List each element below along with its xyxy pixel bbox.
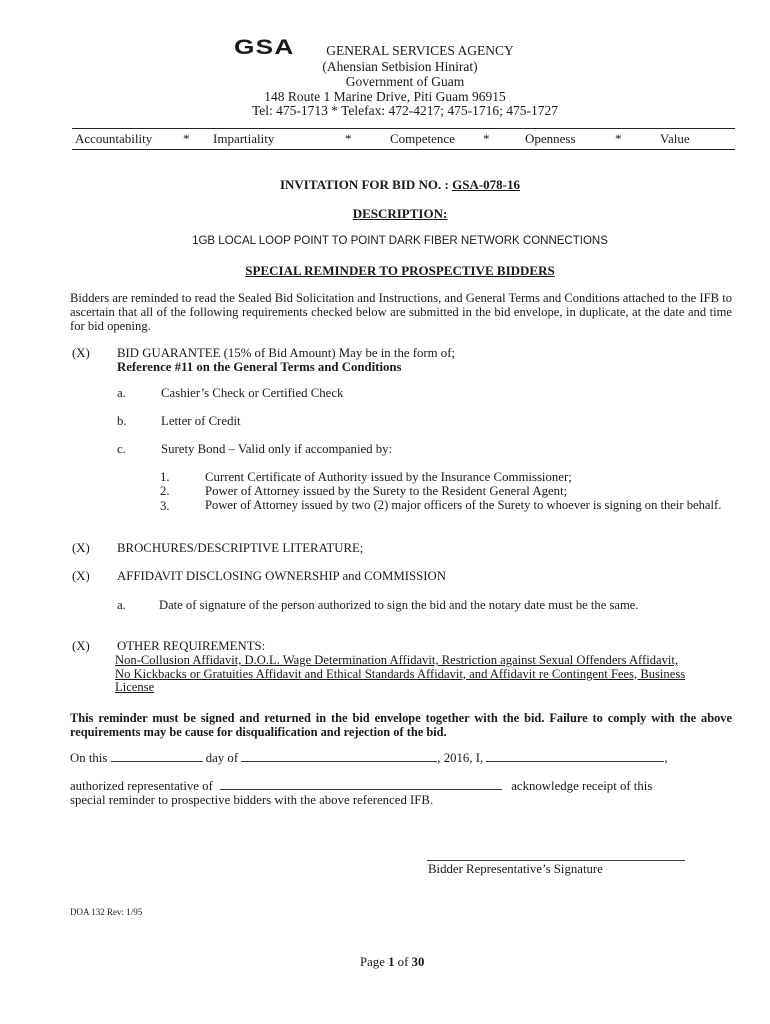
surety-item-number: 2.	[160, 484, 170, 498]
other-requirements-list: Non-Collusion Affidavit, D.O.L. Wage Determination Affidavit, Restriction against Sexual Offenders Affidavit, No Kickbacks or Gratuities Affidavit and Ethical Standards Affidavit, and Affidavit re Contingent Fees, Business License	[115, 653, 686, 694]
bid-guarantee-title: BID GUARANTEE (15% of Bid Amount) May be in the form of;	[117, 346, 456, 360]
signature-line[interactable]	[427, 860, 685, 861]
bid-guarantee-check: (X)	[72, 346, 90, 360]
warning-notice: This reminder must be signed and returned in the bid envelope together with the bid. Failure to comply with the above requirements may be cause for disqualification and rejection of the bid.	[70, 711, 732, 739]
option-letter: b.	[117, 414, 127, 428]
motto-separator: *	[345, 131, 352, 146]
motto-top-rule	[72, 128, 735, 129]
acknowledgement-line-1	[70, 751, 735, 766]
option-letter: a.	[117, 386, 126, 400]
motto-separator: *	[183, 131, 190, 146]
agency-address: 148 Route 1 Marine Drive, Piti Guam 96915	[264, 89, 506, 104]
intro-paragraph: Bidders are reminded to read the Sealed Bid Solicitation and Instructions, and General Terms and Conditions attached to the IFB to ascertain that all of the following requirements checked below are submitted in the bid envelope, in duplicate, at the date and time for bid opening.	[70, 291, 732, 333]
surety-item-poa-agent: Power of Attorney issued by the Surety to the Resident General Agent;	[205, 484, 568, 498]
affidavit-sub-letter: a.	[117, 598, 126, 612]
bid-guarantee-reference: Reference #11 on the General Terms and Conditions	[117, 360, 402, 374]
ack-year: , 2016, I,	[437, 751, 484, 765]
option-letter-of-credit: Letter of Credit	[161, 414, 241, 428]
affidavit-requirement: AFFIDAVIT DISCLOSING OWNERSHIP and COMMISSION	[117, 569, 446, 583]
other-requirements-title: OTHER REQUIREMENTS:	[117, 639, 266, 653]
ack-authorized: authorized representative of	[70, 779, 213, 793]
motto-impartiality: Impartiality	[213, 131, 275, 146]
form-code: DOA 132 Rev: 1/95	[70, 907, 143, 917]
ack-acknowledge: acknowledge receipt of this	[511, 779, 653, 793]
surety-item-poa-officers: Power of Attorney issued by two (2) major officers of the Surety to whoever is signing on their behalf.	[205, 498, 722, 512]
ifb-label: INVITATION FOR BID NO. :	[279, 177, 453, 192]
gsa-logo: GSA	[234, 36, 295, 59]
ack-comma: ,	[664, 751, 668, 765]
affidavit-check: (X)	[72, 569, 90, 583]
special-reminder-heading: SPECIAL REMINDER TO PROSPECTIVE BIDDERS	[245, 263, 555, 278]
page-of: of	[394, 955, 412, 969]
agency-subtitle: (Ahensian Setbision Hinirat)	[322, 59, 478, 74]
signature-label: Bidder Representative’s Signature	[428, 862, 603, 876]
description-heading: DESCRIPTION:	[352, 206, 448, 221]
motto-openness: Openness	[525, 131, 576, 146]
company-field[interactable]	[220, 779, 502, 790]
acknowledgement-line-2	[70, 779, 735, 794]
page-total: 30	[411, 955, 425, 969]
surety-item-number: 3.	[160, 499, 170, 513]
brochures-check: (X)	[72, 541, 90, 555]
option-surety-bond: Surety Bond – Valid only if accompanied by:	[161, 442, 393, 456]
page-current: 1	[388, 955, 395, 969]
government-name: Government of Guam	[345, 74, 465, 89]
motto-competence: Competence	[390, 131, 455, 146]
name-field[interactable]	[486, 751, 664, 762]
ack-day-of: day of	[205, 751, 239, 765]
motto-accountability: Accountability	[75, 131, 153, 146]
page-number	[360, 955, 424, 970]
ifb-number: GSA-078-16	[452, 177, 521, 192]
day-field[interactable]	[111, 751, 203, 762]
acknowledgement-line-3: special reminder to prospective bidders with the above referenced IFB.	[70, 793, 434, 807]
ack-on-this: On this	[70, 751, 108, 765]
other-requirements-check: (X)	[72, 639, 90, 653]
ifb-title	[0, 177, 770, 193]
agency-phones: Tel: 475-1713 * Telefax: 472-4217; 475-1716; 475-1727	[251, 103, 559, 118]
motto-separator: *	[483, 131, 490, 146]
month-field[interactable]	[241, 751, 437, 762]
motto-value: Value	[660, 131, 690, 146]
affidavit-sub-text: Date of signature of the person authorized to sign the bid and the notary date must be the same.	[159, 598, 639, 612]
description-text: 1GB LOCAL LOOP POINT TO POINT DARK FIBER NETWORK CONNECTIONS	[192, 235, 608, 247]
agency-name: GENERAL SERVICES AGENCY	[326, 43, 514, 58]
option-letter: c.	[117, 442, 126, 456]
page-prefix: Page	[360, 955, 389, 969]
surety-item-number: 1.	[160, 470, 170, 484]
motto-separator: *	[615, 131, 622, 146]
surety-item-certificate: Current Certificate of Authority issued by the Insurance Commissioner;	[205, 470, 572, 484]
motto-bottom-rule	[72, 149, 735, 150]
option-cashiers-check: Cashier’s Check or Certified Check	[161, 386, 344, 400]
brochures-requirement: BROCHURES/DESCRIPTIVE LITERATURE;	[117, 541, 364, 555]
